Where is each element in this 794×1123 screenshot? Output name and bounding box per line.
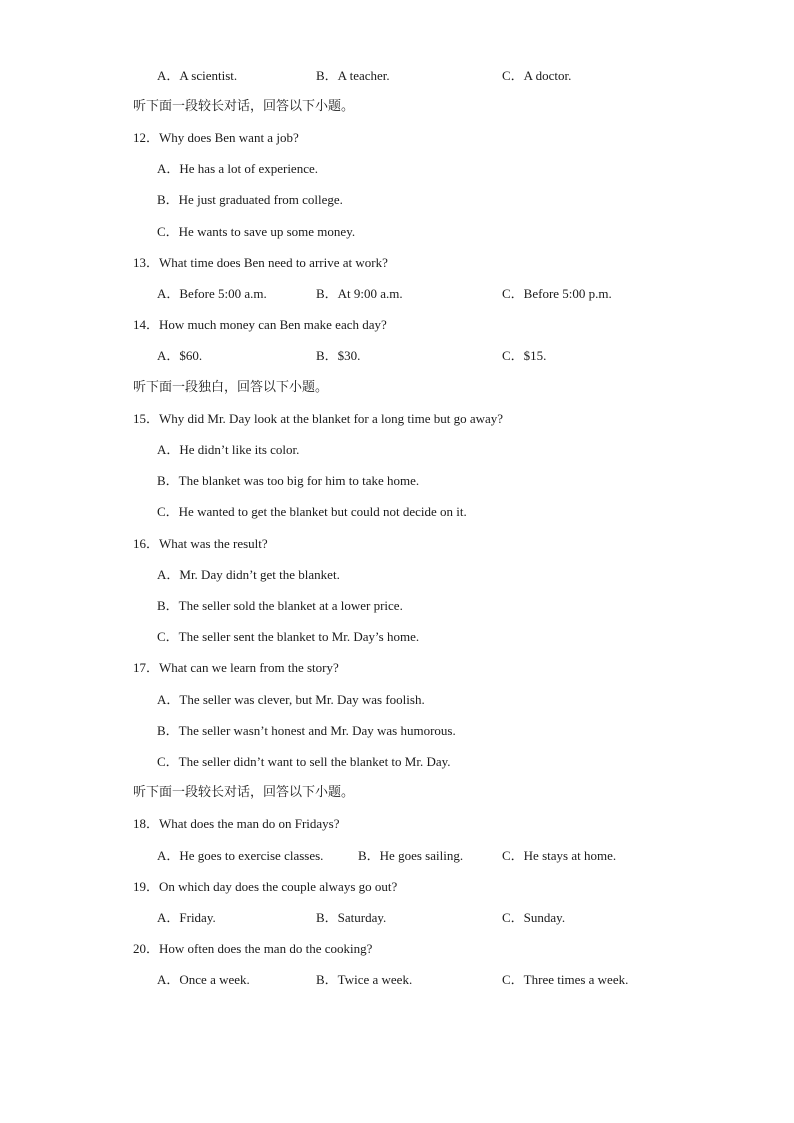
question-stem: 14．How much money can Ben make each day? <box>133 317 387 332</box>
question-stem: 20．How often does the man do the cooking? <box>133 941 373 956</box>
option-b: B．The seller wasn’t honest and Mr. Day was humorous. <box>157 723 456 738</box>
section-instruction: 听下面一段独白，回答以下小题。 <box>133 380 329 395</box>
option-a: A．He didn’t like its color. <box>157 442 300 457</box>
option-a: A．$60. <box>157 348 203 363</box>
option-a: A．Once a week. <box>157 972 250 987</box>
option-c: C．$15. <box>502 348 547 363</box>
option-a: A．A scientist. <box>157 68 238 83</box>
option-c: C．Sunday. <box>502 910 566 925</box>
question-stem: 16．What was the result? <box>133 536 268 551</box>
option-a: A．Mr. Day didn’t get the blanket. <box>157 567 340 582</box>
option-c: C．The seller didn’t want to sell the blanket to Mr. Day. <box>157 754 451 769</box>
option-c: C．Before 5:00 p.m. <box>502 286 612 301</box>
question-stem: 17．What can we learn from the story? <box>133 660 339 675</box>
option-a: A．Before 5:00 a.m. <box>157 286 267 301</box>
option-a: A．He goes to exercise classes. <box>157 848 324 863</box>
option-c: C．The seller sent the blanket to Mr. Day’s home. <box>157 629 420 644</box>
option-b: B．He goes sailing. <box>358 848 464 863</box>
option-a: A．The seller was clever, but Mr. Day was foolish. <box>157 692 425 707</box>
question-stem: 19．On which day does the couple always go out? <box>133 879 398 894</box>
option-b: B．A teacher. <box>316 68 390 83</box>
option-c: C．He stays at home. <box>502 848 617 863</box>
option-b: B．Twice a week. <box>316 972 413 987</box>
question-stem: 15．Why did Mr. Day look at the blanket for a long time but go away? <box>133 411 504 426</box>
option-b: B．At 9:00 a.m. <box>316 286 403 301</box>
option-b: B．The blanket was too big for him to take home. <box>157 473 420 488</box>
question-stem: 18．What does the man do on Fridays? <box>133 816 340 831</box>
option-b: B．$30. <box>316 348 361 363</box>
option-c: C．A doctor. <box>502 68 572 83</box>
question-stem: 12．Why does Ben want a job? <box>133 130 299 145</box>
option-b: B．He just graduated from college. <box>157 192 343 207</box>
section-instruction: 听下面一段较长对话，回答以下小题。 <box>133 99 355 114</box>
option-c: C．He wants to save up some money. <box>157 224 356 239</box>
option-b: B．The seller sold the blanket at a lower price. <box>157 598 403 613</box>
section-instruction: 听下面一段较长对话，回答以下小题。 <box>133 785 355 800</box>
option-a: A．He has a lot of experience. <box>157 161 318 176</box>
question-stem: 13．What time does Ben need to arrive at work? <box>133 255 388 270</box>
option-c: C．Three times a week. <box>502 972 629 987</box>
option-c: C．He wanted to get the blanket but could not decide on it. <box>157 504 467 519</box>
option-b: B．Saturday. <box>316 910 387 925</box>
option-a: A．Friday. <box>157 910 216 925</box>
